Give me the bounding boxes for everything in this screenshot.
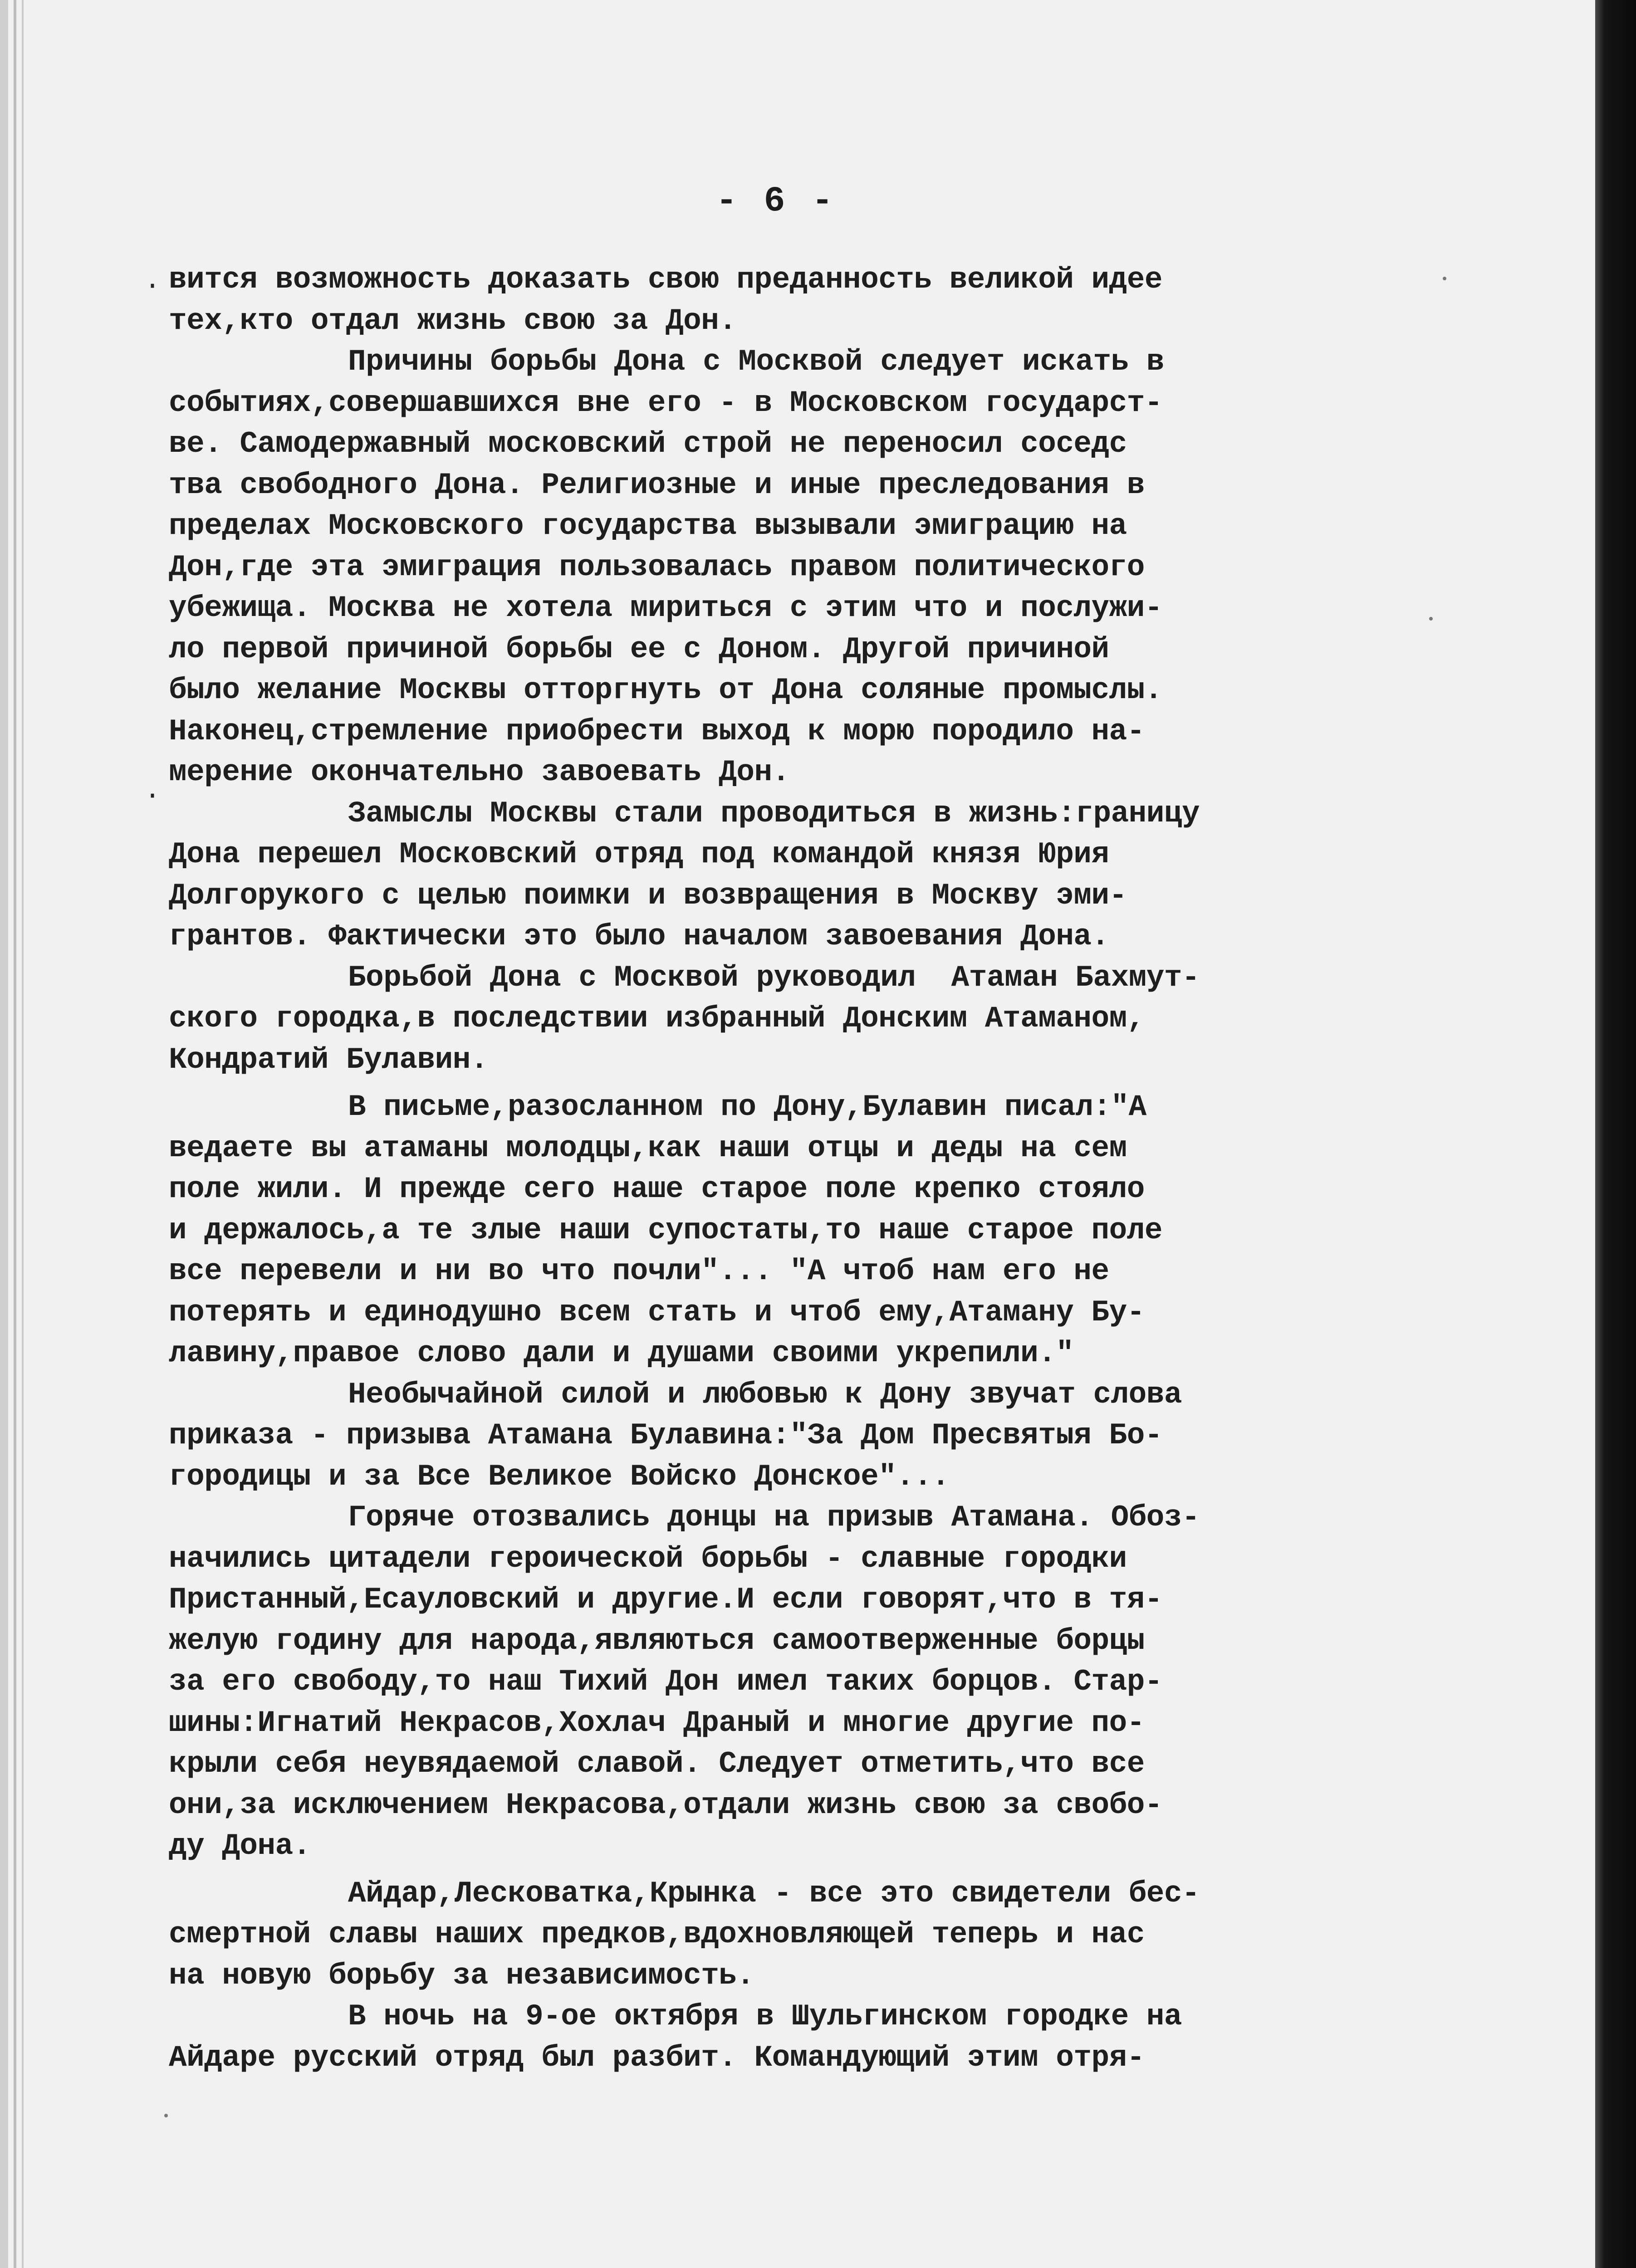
text-line: грантов. Фактически это было началом завоевания Дона. (169, 919, 1109, 953)
text-line: тех,кто отдал жизнь свою за Дон. (169, 303, 737, 338)
text-line: ского городка,в последствии избранный Донским Атаманом, (169, 1002, 1145, 1036)
text-line: Дон,где эта эмиграция пользовалась правом политического (169, 550, 1145, 584)
text-line: пределах Московского государства вызывали эмиграцию на (169, 509, 1127, 543)
text-line: и держалось,а те злые наши супостаты,то наше старое поле (169, 1213, 1162, 1247)
page-stack-edge (22, 0, 24, 2268)
text-line: ду Дона. (169, 1829, 311, 1863)
text-line: вится возможность доказать свою преданность великой идее (169, 263, 1162, 297)
text-line: В ночь на 9-ое октября в Шульгинском городке на (348, 1999, 1182, 2033)
text-line: убежища. Москва не хотела мириться с этим что и послужи- (169, 591, 1162, 625)
text-line: на новую борьбу за независимость. (169, 1958, 754, 1993)
binding-gutter (1595, 0, 1636, 2268)
text-line: тва свободного Дона. Религиозные и иные преследования в (169, 468, 1145, 502)
text-line: крыли себя неувядаемой славой. Следует отметить,что все (169, 1747, 1145, 1781)
text-line: за его свободу,то наш Тихий Дон имел таких борцов. Стар- (169, 1665, 1162, 1699)
text-line: событиях,совершавшихся вне его - в Московском государст- (169, 386, 1162, 420)
body-text (169, 259, 1457, 2078)
margin-mark-dot: · (144, 781, 161, 812)
text-line: ло первой причиной борьбы ее с Доном. Другой причиной (169, 632, 1109, 666)
text-line: городицы и за Все Великое Войско Донское"... (169, 1459, 950, 1494)
text-line: ведаете вы атаманы молодцы,как наши отцы и деды на сем (169, 1131, 1127, 1165)
text-line: Наконец,стремление приобрести выход к морю породило на- (169, 714, 1145, 748)
text-line: потерять и единодушно всем стать и чтоб ему,Атаману Бу- (169, 1295, 1145, 1330)
text-line: В письме,разосланном по Дону,Булавин писал:"А (348, 1090, 1146, 1124)
text-line: Пристанный,Есауловский и другие.И если говорят,что в тя- (169, 1583, 1162, 1617)
text-line: они,за исключением Некрасова,отдали жизнь свою за свобо- (169, 1788, 1162, 1822)
margin-mark-dot: · (144, 271, 161, 302)
text-line: Айдар,Лесковатка,Крынка - все это свидетели бес- (348, 1876, 1200, 1911)
text-line: Долгорукого с целью поимки и возвращения в Москву эми- (169, 878, 1127, 913)
text-line: Борьбой Дона с Москвой руководил Атаман Бахмут- (348, 960, 1200, 995)
text-line: Горяче отозвались донцы на призыв Атамана. Обоз- (348, 1501, 1200, 1535)
text-line: начились цитадели героической борьбы - славные городки (169, 1541, 1127, 1576)
text-line: все перевели и ни во что почли"... "А чтоб нам его не (169, 1254, 1109, 1288)
text-line: Замыслы Москвы стали проводиться в жизнь:границу (348, 796, 1200, 831)
text-line: приказа - призыва Атамана Булавина:"За Дом Пресвятыя Бо- (169, 1418, 1162, 1452)
text-line: Кондратий Булавин. (169, 1042, 488, 1077)
text-line: мерение окончательно завоевать Дон. (169, 755, 790, 789)
text-line: лавину,правое слово дали и душами своими укрепили." (169, 1336, 1074, 1370)
text-line: Айдаре русский отряд был разбит. Командующий этим отря- (169, 2040, 1145, 2075)
text-line: ве. Самодержавный московский строй не переносил соседс (169, 427, 1127, 461)
text-line: Причины борьбы Дона с Москвой следует искать в (348, 345, 1164, 379)
text-line: Необычайной силой и любовью к Дону звучат слова (348, 1377, 1182, 1412)
text-line: поле жили. И прежде сего наше старое поле крепко стояло (169, 1172, 1145, 1206)
text-line: шины:Игнатий Некрасов,Хохлач Драный и многие другие по- (169, 1706, 1145, 1740)
page-number: - 6 - (715, 181, 836, 221)
text-line: смертной славы наших предков,вдохновляющей теперь и нас (169, 1917, 1145, 1951)
page-stack-edge (0, 0, 8, 2268)
text-line: Дона перешел Московский отряд под командой князя Юрия (169, 837, 1109, 871)
scan-speck (164, 2114, 168, 2117)
text-line: желую годину для народа,являються самоотверженные борцы (169, 1623, 1145, 1658)
text-line: было желание Москвы отторгнуть от Дона соляные промыслы. (169, 673, 1162, 707)
page-stack-edge (14, 0, 16, 2268)
